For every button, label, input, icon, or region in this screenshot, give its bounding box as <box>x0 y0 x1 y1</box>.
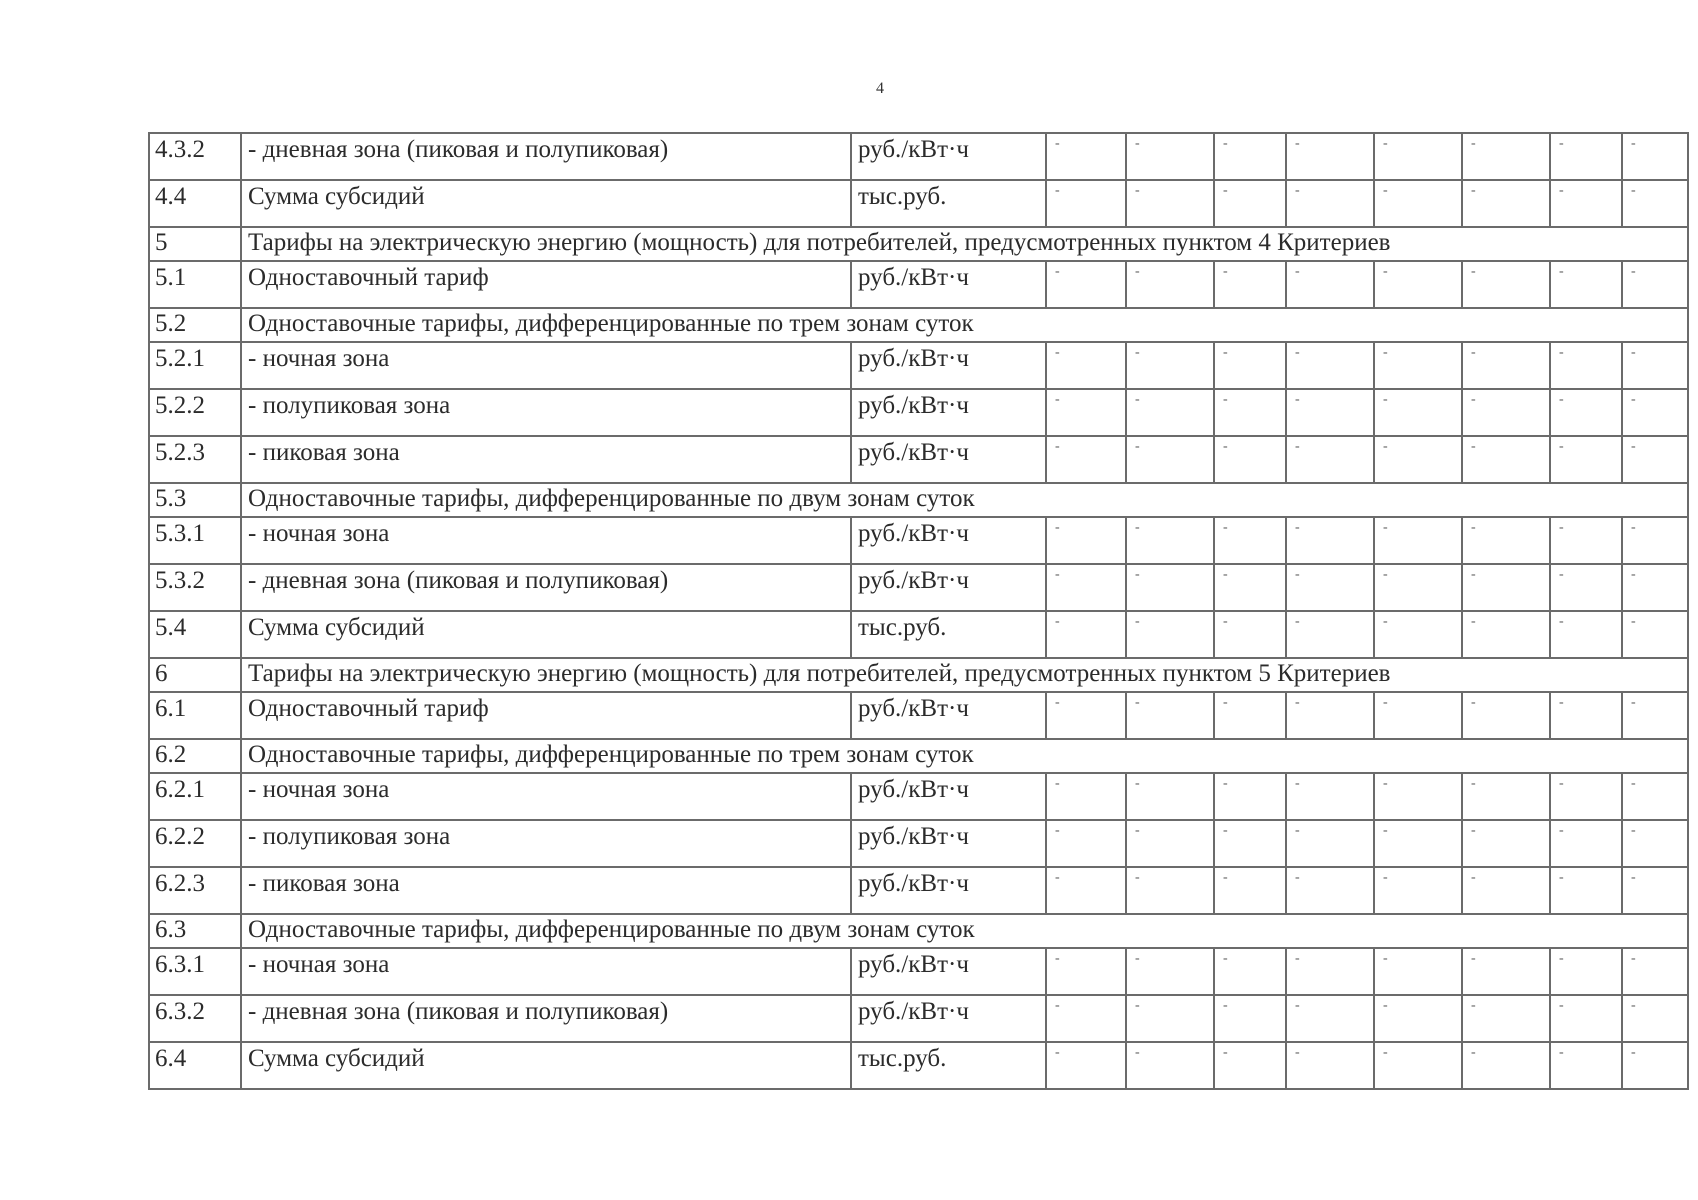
value-cell: - <box>1462 611 1550 658</box>
row-number-cell: 6.3.2 <box>149 995 241 1042</box>
indicator-name-cell: - дневная зона (пиковая и полупиковая) <box>241 995 851 1042</box>
value-cell: - <box>1462 820 1550 867</box>
value-cell: - <box>1286 611 1374 658</box>
value-cell: - <box>1286 564 1374 611</box>
value-cell: - <box>1126 517 1214 564</box>
value-cell: - <box>1286 133 1374 180</box>
page-number: 4 <box>876 80 884 97</box>
value-cell: - <box>1286 436 1374 483</box>
unit-cell: руб./кВт·ч <box>851 564 1046 611</box>
value-cell: - <box>1046 261 1126 308</box>
row-number-cell: 6 <box>149 658 241 692</box>
value-cell: - <box>1462 1042 1550 1089</box>
unit-cell: руб./кВт·ч <box>851 692 1046 739</box>
section-title-cell: Тарифы на электрическую энергию (мощность) для потребителей, предусмотренных пунктом 4 Критериев <box>241 227 1688 261</box>
value-cell: - <box>1622 692 1688 739</box>
value-cell: - <box>1374 820 1462 867</box>
table-row <box>149 692 1688 739</box>
value-cell: - <box>1126 820 1214 867</box>
value-cell: - <box>1462 995 1550 1042</box>
indicator-name-cell: - ночная зона <box>241 948 851 995</box>
unit-cell: руб./кВт·ч <box>851 342 1046 389</box>
value-cell: - <box>1622 342 1688 389</box>
value-cell: - <box>1214 1042 1286 1089</box>
value-cell: - <box>1046 517 1126 564</box>
value-cell: - <box>1622 948 1688 995</box>
value-cell: - <box>1046 564 1126 611</box>
value-cell: - <box>1622 564 1688 611</box>
indicator-name-cell: Сумма субсидий <box>241 611 851 658</box>
unit-cell: руб./кВт·ч <box>851 867 1046 914</box>
value-cell: - <box>1622 517 1688 564</box>
table-row <box>149 995 1688 1042</box>
value-cell: - <box>1550 517 1622 564</box>
value-cell: - <box>1046 773 1126 820</box>
table-row <box>149 611 1688 658</box>
value-cell: - <box>1286 180 1374 227</box>
value-cell: - <box>1126 180 1214 227</box>
indicator-name-cell: - полупиковая зона <box>241 820 851 867</box>
unit-cell: руб./кВт·ч <box>851 389 1046 436</box>
unit-cell: руб./кВт·ч <box>851 995 1046 1042</box>
table-row <box>149 389 1688 436</box>
row-number-cell: 6.3.1 <box>149 948 241 995</box>
value-cell: - <box>1550 342 1622 389</box>
value-cell: - <box>1462 692 1550 739</box>
indicator-name-cell: - полупиковая зона <box>241 389 851 436</box>
indicator-name-cell: Сумма субсидий <box>241 1042 851 1089</box>
value-cell: - <box>1374 995 1462 1042</box>
row-number-cell: 4.3.2 <box>149 133 241 180</box>
value-cell: - <box>1046 436 1126 483</box>
value-cell: - <box>1046 611 1126 658</box>
row-number-cell: 6.2.1 <box>149 773 241 820</box>
value-cell: - <box>1374 867 1462 914</box>
value-cell: - <box>1462 436 1550 483</box>
value-cell: - <box>1214 867 1286 914</box>
value-cell: - <box>1550 564 1622 611</box>
value-cell: - <box>1214 517 1286 564</box>
value-cell: - <box>1214 995 1286 1042</box>
value-cell: - <box>1374 564 1462 611</box>
row-number-cell: 5.4 <box>149 611 241 658</box>
indicator-name-cell: Одноставочный тариф <box>241 261 851 308</box>
indicator-name-cell: - ночная зона <box>241 517 851 564</box>
value-cell: - <box>1374 389 1462 436</box>
value-cell: - <box>1550 820 1622 867</box>
value-cell: - <box>1462 517 1550 564</box>
section-header-row <box>149 914 1688 948</box>
value-cell: - <box>1462 342 1550 389</box>
table-row <box>149 180 1688 227</box>
row-number-cell: 5.2.3 <box>149 436 241 483</box>
value-cell: - <box>1622 180 1688 227</box>
value-cell: - <box>1550 389 1622 436</box>
value-cell: - <box>1286 820 1374 867</box>
row-number-cell: 6.1 <box>149 692 241 739</box>
value-cell: - <box>1214 342 1286 389</box>
indicator-name-cell: - ночная зона <box>241 342 851 389</box>
value-cell: - <box>1462 564 1550 611</box>
value-cell: - <box>1126 436 1214 483</box>
table-row <box>149 1042 1688 1089</box>
value-cell: - <box>1046 1042 1126 1089</box>
value-cell: - <box>1550 1042 1622 1089</box>
value-cell: - <box>1046 948 1126 995</box>
table-body <box>149 133 1688 1089</box>
value-cell: - <box>1550 611 1622 658</box>
value-cell: - <box>1214 180 1286 227</box>
unit-cell: руб./кВт·ч <box>851 133 1046 180</box>
value-cell: - <box>1374 342 1462 389</box>
section-title-cell: Одноставочные тарифы, дифференцированные по трем зонам суток <box>241 739 1688 773</box>
value-cell: - <box>1374 517 1462 564</box>
unit-cell: руб./кВт·ч <box>851 773 1046 820</box>
value-cell: - <box>1214 948 1286 995</box>
value-cell: - <box>1622 773 1688 820</box>
value-cell: - <box>1550 995 1622 1042</box>
value-cell: - <box>1126 261 1214 308</box>
value-cell: - <box>1286 342 1374 389</box>
value-cell: - <box>1286 389 1374 436</box>
value-cell: - <box>1046 867 1126 914</box>
tariff-table <box>148 132 1689 1090</box>
value-cell: - <box>1622 436 1688 483</box>
value-cell: - <box>1374 133 1462 180</box>
value-cell: - <box>1550 133 1622 180</box>
section-header-row <box>149 227 1688 261</box>
value-cell: - <box>1462 389 1550 436</box>
value-cell: - <box>1622 133 1688 180</box>
value-cell: - <box>1550 436 1622 483</box>
value-cell: - <box>1126 948 1214 995</box>
value-cell: - <box>1046 389 1126 436</box>
value-cell: - <box>1550 773 1622 820</box>
row-number-cell: 4.4 <box>149 180 241 227</box>
unit-cell: руб./кВт·ч <box>851 261 1046 308</box>
section-title-cell: Тарифы на электрическую энергию (мощность) для потребителей, предусмотренных пунктом 5 Критериев <box>241 658 1688 692</box>
value-cell: - <box>1622 820 1688 867</box>
row-number-cell: 5.1 <box>149 261 241 308</box>
value-cell: - <box>1374 773 1462 820</box>
value-cell: - <box>1374 692 1462 739</box>
section-header-row <box>149 308 1688 342</box>
row-number-cell: 5.2.2 <box>149 389 241 436</box>
indicator-name-cell: - пиковая зона <box>241 867 851 914</box>
unit-cell: тыс.руб. <box>851 180 1046 227</box>
unit-cell: руб./кВт·ч <box>851 948 1046 995</box>
unit-cell: тыс.руб. <box>851 611 1046 658</box>
value-cell: - <box>1622 867 1688 914</box>
section-header-row <box>149 739 1688 773</box>
row-number-cell: 6.2.3 <box>149 867 241 914</box>
value-cell: - <box>1462 180 1550 227</box>
value-cell: - <box>1550 948 1622 995</box>
section-header-row <box>149 658 1688 692</box>
value-cell: - <box>1286 517 1374 564</box>
unit-cell: руб./кВт·ч <box>851 820 1046 867</box>
indicator-name-cell: - дневная зона (пиковая и полупиковая) <box>241 564 851 611</box>
value-cell: - <box>1374 180 1462 227</box>
value-cell: - <box>1046 995 1126 1042</box>
value-cell: - <box>1286 995 1374 1042</box>
indicator-name-cell: - ночная зона <box>241 773 851 820</box>
value-cell: - <box>1622 389 1688 436</box>
value-cell: - <box>1374 436 1462 483</box>
value-cell: - <box>1286 692 1374 739</box>
row-number-cell: 6.2.2 <box>149 820 241 867</box>
row-number-cell: 6.4 <box>149 1042 241 1089</box>
value-cell: - <box>1286 261 1374 308</box>
value-cell: - <box>1286 773 1374 820</box>
value-cell: - <box>1126 611 1214 658</box>
value-cell: - <box>1374 611 1462 658</box>
value-cell: - <box>1374 948 1462 995</box>
value-cell: - <box>1622 1042 1688 1089</box>
value-cell: - <box>1126 692 1214 739</box>
indicator-name-cell: - пиковая зона <box>241 436 851 483</box>
value-cell: - <box>1046 133 1126 180</box>
table-row <box>149 948 1688 995</box>
unit-cell: руб./кВт·ч <box>851 436 1046 483</box>
value-cell: - <box>1046 342 1126 389</box>
section-title-cell: Одноставочные тарифы, дифференцированные по двум зонам суток <box>241 914 1688 948</box>
table-row <box>149 436 1688 483</box>
section-title-cell: Одноставочные тарифы, дифференцированные по двум зонам суток <box>241 483 1688 517</box>
table-row <box>149 517 1688 564</box>
value-cell: - <box>1126 773 1214 820</box>
table-row <box>149 261 1688 308</box>
value-cell: - <box>1214 436 1286 483</box>
value-cell: - <box>1214 261 1286 308</box>
table-row <box>149 867 1688 914</box>
value-cell: - <box>1622 261 1688 308</box>
value-cell: - <box>1126 1042 1214 1089</box>
value-cell: - <box>1126 389 1214 436</box>
value-cell: - <box>1126 995 1214 1042</box>
table-row <box>149 820 1688 867</box>
value-cell: - <box>1214 692 1286 739</box>
value-cell: - <box>1046 820 1126 867</box>
value-cell: - <box>1462 867 1550 914</box>
unit-cell: руб./кВт·ч <box>851 517 1046 564</box>
value-cell: - <box>1622 995 1688 1042</box>
row-number-cell: 5 <box>149 227 241 261</box>
value-cell: - <box>1550 180 1622 227</box>
value-cell: - <box>1622 611 1688 658</box>
row-number-cell: 5.2.1 <box>149 342 241 389</box>
value-cell: - <box>1374 1042 1462 1089</box>
unit-cell: тыс.руб. <box>851 1042 1046 1089</box>
value-cell: - <box>1126 564 1214 611</box>
value-cell: - <box>1550 692 1622 739</box>
indicator-name-cell: Одноставочный тариф <box>241 692 851 739</box>
table-row <box>149 773 1688 820</box>
row-number-cell: 5.3.1 <box>149 517 241 564</box>
section-header-row <box>149 483 1688 517</box>
value-cell: - <box>1374 261 1462 308</box>
row-number-cell: 5.3 <box>149 483 241 517</box>
value-cell: - <box>1462 133 1550 180</box>
value-cell: - <box>1214 820 1286 867</box>
value-cell: - <box>1046 180 1126 227</box>
value-cell: - <box>1126 867 1214 914</box>
value-cell: - <box>1462 261 1550 308</box>
row-number-cell: 6.2 <box>149 739 241 773</box>
value-cell: - <box>1126 342 1214 389</box>
table-row <box>149 564 1688 611</box>
value-cell: - <box>1286 948 1374 995</box>
value-cell: - <box>1046 692 1126 739</box>
value-cell: - <box>1214 564 1286 611</box>
value-cell: - <box>1214 611 1286 658</box>
row-number-cell: 5.2 <box>149 308 241 342</box>
table-row <box>149 342 1688 389</box>
indicator-name-cell: Сумма субсидий <box>241 180 851 227</box>
value-cell: - <box>1550 261 1622 308</box>
value-cell: - <box>1214 389 1286 436</box>
table-row <box>149 133 1688 180</box>
value-cell: - <box>1214 773 1286 820</box>
value-cell: - <box>1214 133 1286 180</box>
value-cell: - <box>1126 133 1214 180</box>
section-title-cell: Одноставочные тарифы, дифференцированные по трем зонам суток <box>241 308 1688 342</box>
row-number-cell: 6.3 <box>149 914 241 948</box>
value-cell: - <box>1550 867 1622 914</box>
indicator-name-cell: - дневная зона (пиковая и полупиковая) <box>241 133 851 180</box>
value-cell: - <box>1462 948 1550 995</box>
row-number-cell: 5.3.2 <box>149 564 241 611</box>
value-cell: - <box>1286 867 1374 914</box>
value-cell: - <box>1286 1042 1374 1089</box>
value-cell: - <box>1462 773 1550 820</box>
